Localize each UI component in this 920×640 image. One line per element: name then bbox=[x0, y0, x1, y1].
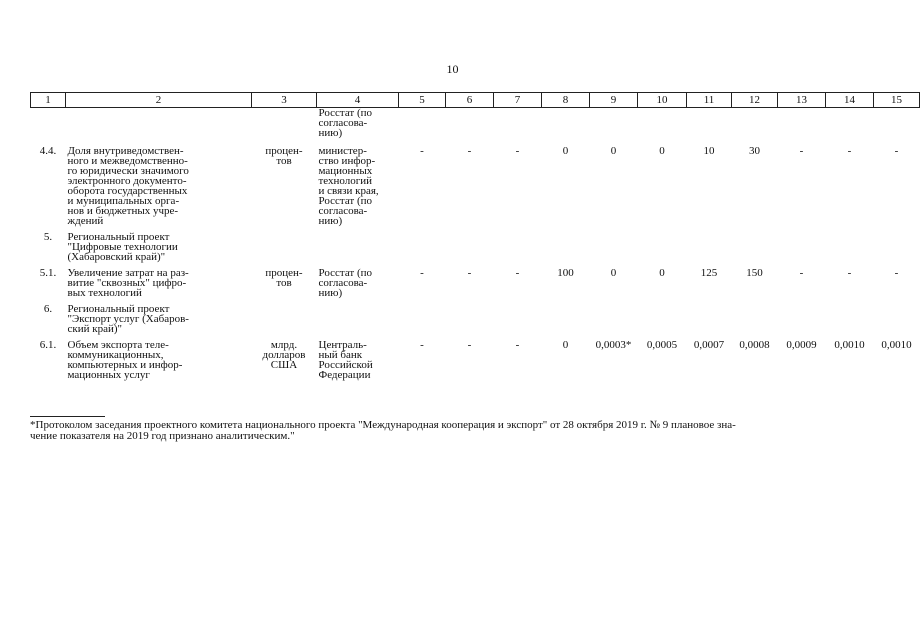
value-cell bbox=[446, 298, 494, 334]
table-row-continuation bbox=[31, 108, 920, 139]
value-cell bbox=[638, 298, 687, 334]
value-cell: 0 bbox=[659, 267, 665, 279]
value-cell: 0,0008 bbox=[739, 339, 770, 351]
value-cell: - bbox=[420, 145, 424, 157]
footnote: *Протоколом заседания проектного комитета национального проекта "Международная кооперация и экспорт" от 28 октября 2019 г. № 9 плановое зна- чение показателя на 2019 год признано аналитическим." bbox=[30, 419, 736, 442]
header-col-9: 9 bbox=[590, 93, 638, 108]
value-cell bbox=[826, 226, 874, 262]
value-cell bbox=[399, 226, 446, 262]
value-cell: - bbox=[894, 267, 899, 279]
value-cell: - bbox=[467, 145, 472, 157]
header-col-4: 4 bbox=[317, 93, 399, 108]
unit-cell: млрд. долларов США bbox=[262, 339, 306, 371]
value-cell bbox=[687, 298, 732, 334]
value-cell bbox=[874, 226, 920, 262]
table-row bbox=[31, 298, 920, 334]
responsible-cell: Росстат (по согласова- нию) bbox=[318, 107, 373, 139]
value-cell: 0 bbox=[610, 145, 617, 157]
indicator-name-cell: Объем экспорта теле- коммуникационных, компьютерных и инфор- мационных услуг bbox=[67, 339, 183, 381]
value-cell bbox=[778, 298, 826, 334]
table-row bbox=[31, 138, 920, 226]
responsible-cell: министер- ство инфор- мационных технологий и связи края, Росстат (по согласова- нию) bbox=[318, 145, 379, 227]
value-cell: - bbox=[799, 267, 804, 279]
indicator-name-cell: Региональный проект "Экспорт услуг (Хабаров- ский край)" bbox=[67, 303, 189, 335]
value-cell: 0,0010 bbox=[881, 339, 912, 351]
row-number-cell: 5.1. bbox=[39, 267, 57, 279]
value-cell: - bbox=[515, 339, 520, 351]
responsible-cell: Централь- ный банк Российской Федерации bbox=[318, 339, 373, 381]
header-col-11: 11 bbox=[687, 93, 732, 108]
value-cell: 0 bbox=[562, 145, 569, 157]
value-cell: - bbox=[515, 145, 520, 157]
responsible-cell: Росстат (по согласова- нию) bbox=[318, 267, 373, 299]
header-col-13: 13 bbox=[778, 93, 826, 108]
value-cell: - bbox=[420, 267, 424, 279]
value-cell: 0 bbox=[562, 339, 569, 351]
indicator-name-cell: Увеличение затрат на раз- витие "сквозных" цифро- вых технологий bbox=[67, 267, 189, 299]
header-col-10: 10 bbox=[638, 93, 687, 108]
value-cell: - bbox=[847, 267, 852, 279]
unit-cell: процен- тов bbox=[265, 145, 303, 167]
value-cell: 10 bbox=[703, 145, 715, 157]
value-cell: 30 bbox=[749, 145, 760, 157]
value-cell: - bbox=[847, 145, 852, 157]
header-col-2: 2 bbox=[66, 93, 252, 108]
value-cell: 0,0010 bbox=[834, 339, 865, 351]
value-cell: - bbox=[799, 145, 804, 157]
row-number-cell: 6. bbox=[43, 303, 53, 315]
header-col-15: 15 bbox=[874, 93, 920, 108]
value-cell: 0,0005 bbox=[646, 339, 678, 351]
value-cell bbox=[542, 226, 590, 262]
row-number-cell: 6.1. bbox=[39, 339, 57, 351]
unit-cell bbox=[252, 226, 317, 262]
value-cell bbox=[446, 226, 494, 262]
value-cell bbox=[732, 226, 778, 262]
value-cell: - bbox=[894, 145, 899, 157]
value-cell: 125 bbox=[700, 267, 718, 279]
header-col-1: 1 bbox=[31, 93, 66, 108]
value-cell: 0,0003* bbox=[595, 339, 632, 351]
value-cell bbox=[494, 298, 542, 334]
value-cell bbox=[874, 298, 920, 334]
header-col-12: 12 bbox=[732, 93, 778, 108]
value-cell: 0,0007 bbox=[693, 339, 725, 351]
value-cell: - bbox=[420, 339, 424, 351]
responsible-cell bbox=[317, 226, 399, 262]
header-col-7: 7 bbox=[494, 93, 542, 108]
value-cell bbox=[590, 298, 638, 334]
value-cell: 0 bbox=[659, 145, 665, 157]
value-cell bbox=[399, 298, 446, 334]
value-cell: 0,0009 bbox=[786, 339, 817, 351]
indicator-name-cell: Доля внутриведомствен- ного и межведомственно- го юридически значимого электронного документо- оборота государственных и муниципальных орга- нов и бюджетных учре- ждений bbox=[67, 145, 189, 227]
value-cell: - bbox=[467, 267, 472, 279]
row-number-cell: 5. bbox=[43, 231, 53, 243]
value-cell: - bbox=[467, 339, 472, 351]
value-cell bbox=[542, 298, 590, 334]
header-col-14: 14 bbox=[826, 93, 874, 108]
value-cell: 100 bbox=[557, 267, 574, 279]
unit-cell bbox=[252, 298, 317, 334]
table-row bbox=[31, 334, 920, 380]
value-cell bbox=[590, 226, 638, 262]
indicator-name-cell: Региональный проект "Цифровые технологии (Хабаровский край)" bbox=[67, 231, 178, 263]
value-cell bbox=[732, 298, 778, 334]
page-number: 10 bbox=[446, 62, 459, 76]
indicator-table bbox=[30, 92, 920, 380]
unit-cell: процен- тов bbox=[265, 267, 303, 289]
header-col-8: 8 bbox=[542, 93, 590, 108]
responsible-cell bbox=[317, 298, 399, 334]
value-cell: 150 bbox=[746, 267, 763, 279]
value-cell: 0 bbox=[610, 267, 617, 279]
table-header-row bbox=[31, 93, 920, 108]
value-cell: - bbox=[515, 267, 520, 279]
value-cell bbox=[638, 226, 687, 262]
header-col-3: 3 bbox=[252, 93, 317, 108]
value-cell bbox=[778, 226, 826, 262]
header-col-5: 5 bbox=[399, 93, 446, 108]
footnote-divider bbox=[30, 416, 105, 417]
value-cell bbox=[687, 226, 732, 262]
table-row bbox=[31, 226, 920, 262]
table-row bbox=[31, 262, 920, 298]
row-number-cell: 4.4. bbox=[39, 145, 57, 157]
value-cell bbox=[826, 298, 874, 334]
value-cell bbox=[494, 226, 542, 262]
header-col-6: 6 bbox=[446, 93, 494, 108]
